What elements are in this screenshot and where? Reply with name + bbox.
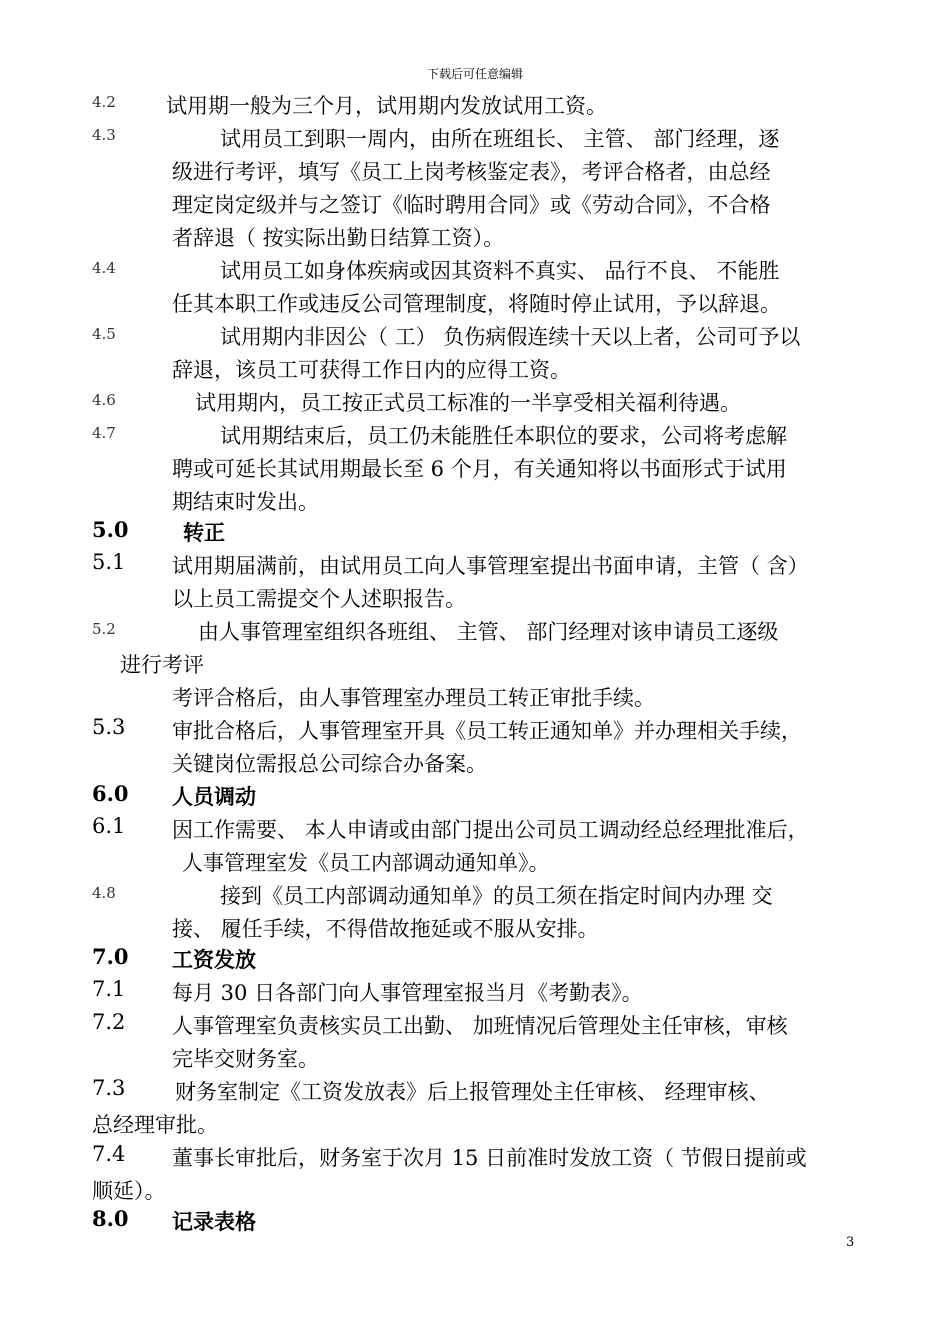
section-number: 6.0 [92, 781, 129, 806]
clause-text: 进行考评 [120, 653, 204, 677]
clause-text: 试用期内非因公（ 工） 负伤病假连续十天以上者，公司可予以 [220, 325, 801, 349]
section-number: 7.0 [92, 944, 129, 969]
clause-text: 考评合格后，由人事管理室办理员工转正审批手续。 [172, 686, 655, 710]
page-header: 下载后可任意编辑 [426, 67, 523, 81]
clause-text: 审批合格后，人事管理室开具《员工转正通知单》并办理相关手续， [172, 719, 802, 743]
clause-text: 人事管理室负责核实员工出勤、 加班情况后管理处主任审核，审核 [172, 1014, 788, 1038]
clause-text: 人事管理室发《员工内部调动通知单》。 [182, 851, 550, 875]
section-title: 工资发放 [172, 947, 256, 972]
clause-number: 4.2 [92, 93, 116, 111]
clause-number: 7.3 [92, 1076, 126, 1100]
section-title: 转正 [183, 520, 225, 545]
clause-number: 4.8 [92, 884, 116, 902]
clause-number: 4.7 [92, 424, 116, 442]
clause-number: 5.2 [92, 620, 116, 638]
section-number: 8.0 [92, 1206, 129, 1231]
section-title: 人员调动 [172, 784, 256, 809]
clause-text: 试用员工到职一周内，由所在班组长、 主管、 部门经理，逐 [220, 127, 780, 151]
clause-text: 试用期内，员工按正式员工标准的一半享受相关福利待遇。 [195, 391, 741, 415]
clause-text: 总经理审批。 [92, 1113, 218, 1137]
clause-text: 试用期届满前，由试用员工向人事管理室提出书面申请，主管（ 含） [172, 554, 809, 578]
clause-number: 4.3 [92, 126, 116, 144]
clause-text: 关键岗位需报总公司综合办备案。 [172, 752, 487, 776]
section-number: 5.0 [92, 517, 129, 542]
clause-text: 由人事管理室组织各班组、 主管、 部门经理对该申请员工逐级 [198, 620, 779, 644]
clause-text: 完毕交财务室。 [172, 1047, 319, 1071]
clause-text: 试用期结束后，员工仍未能胜任本职位的要求，公司将考虑解 [220, 424, 787, 448]
clause-text: 接、 履任手续，不得借故拖延或不服从安排。 [172, 917, 599, 941]
clause-text: 接到《员工内部调动通知单》的员工须在指定时间内办理 交 [220, 884, 773, 908]
page-number: 3 [846, 1235, 855, 1250]
clause-text: 聘或可延长其试用期最长至 6 个月，有关通知将以书面形式于试用 [172, 457, 787, 481]
clause-number: 4.4 [92, 259, 116, 277]
clause-text: 因工作需要、 本人申请或由部门提出公司员工调动经总经理批准后， [172, 818, 809, 842]
clause-text: 理定岗定级并与之签订《临时聘用合同》或《劳动合同》，不合格 [172, 193, 771, 217]
clause-number: 6.1 [92, 814, 126, 838]
section-title: 记录表格 [172, 1209, 256, 1234]
clause-number: 7.2 [92, 1010, 126, 1034]
clause-number: 5.1 [92, 550, 126, 574]
clause-text: 试用员工如身体疾病或因其资料不真实、 品行不良、 不能胜 [220, 259, 780, 283]
clause-text: 者辞退（ 按实际出勤日结算工资）。 [172, 226, 505, 250]
clause-text: 级进行考评，填写《员工上岗考核鉴定表》，考评合格者，由总经 [172, 160, 771, 184]
clause-text: 每月 30 日各部门向人事管理室报当月《考勤表》。 [172, 981, 643, 1005]
clause-text: 辞退，该员工可获得工作日内的应得工资。 [172, 358, 571, 382]
clause-number: 7.4 [92, 1142, 126, 1166]
clause-text: 试用期一般为三个月，试用期内发放试用工资。 [166, 94, 607, 118]
clause-number: 7.1 [92, 977, 126, 1001]
clause-number: 4.5 [92, 325, 116, 343]
clause-text: 财务室制定《工资发放表》后上报管理处主任审核、 经理审核、 [175, 1080, 770, 1104]
clause-text: 任其本职工作或违反公司管理制度，将随时停止试用，予以辞退。 [172, 292, 781, 316]
clause-number: 5.3 [92, 715, 126, 739]
clause-number: 4.6 [92, 391, 116, 409]
clause-text: 董事长审批后，财务室于次月 15 日前准时发放工资（ 节假日提前或 [172, 1146, 807, 1170]
clause-text: 期结束时发出。 [172, 490, 319, 514]
clause-text: 以上员工需提交个人述职报告。 [172, 587, 466, 611]
clause-text: 顺延）。 [92, 1179, 166, 1203]
